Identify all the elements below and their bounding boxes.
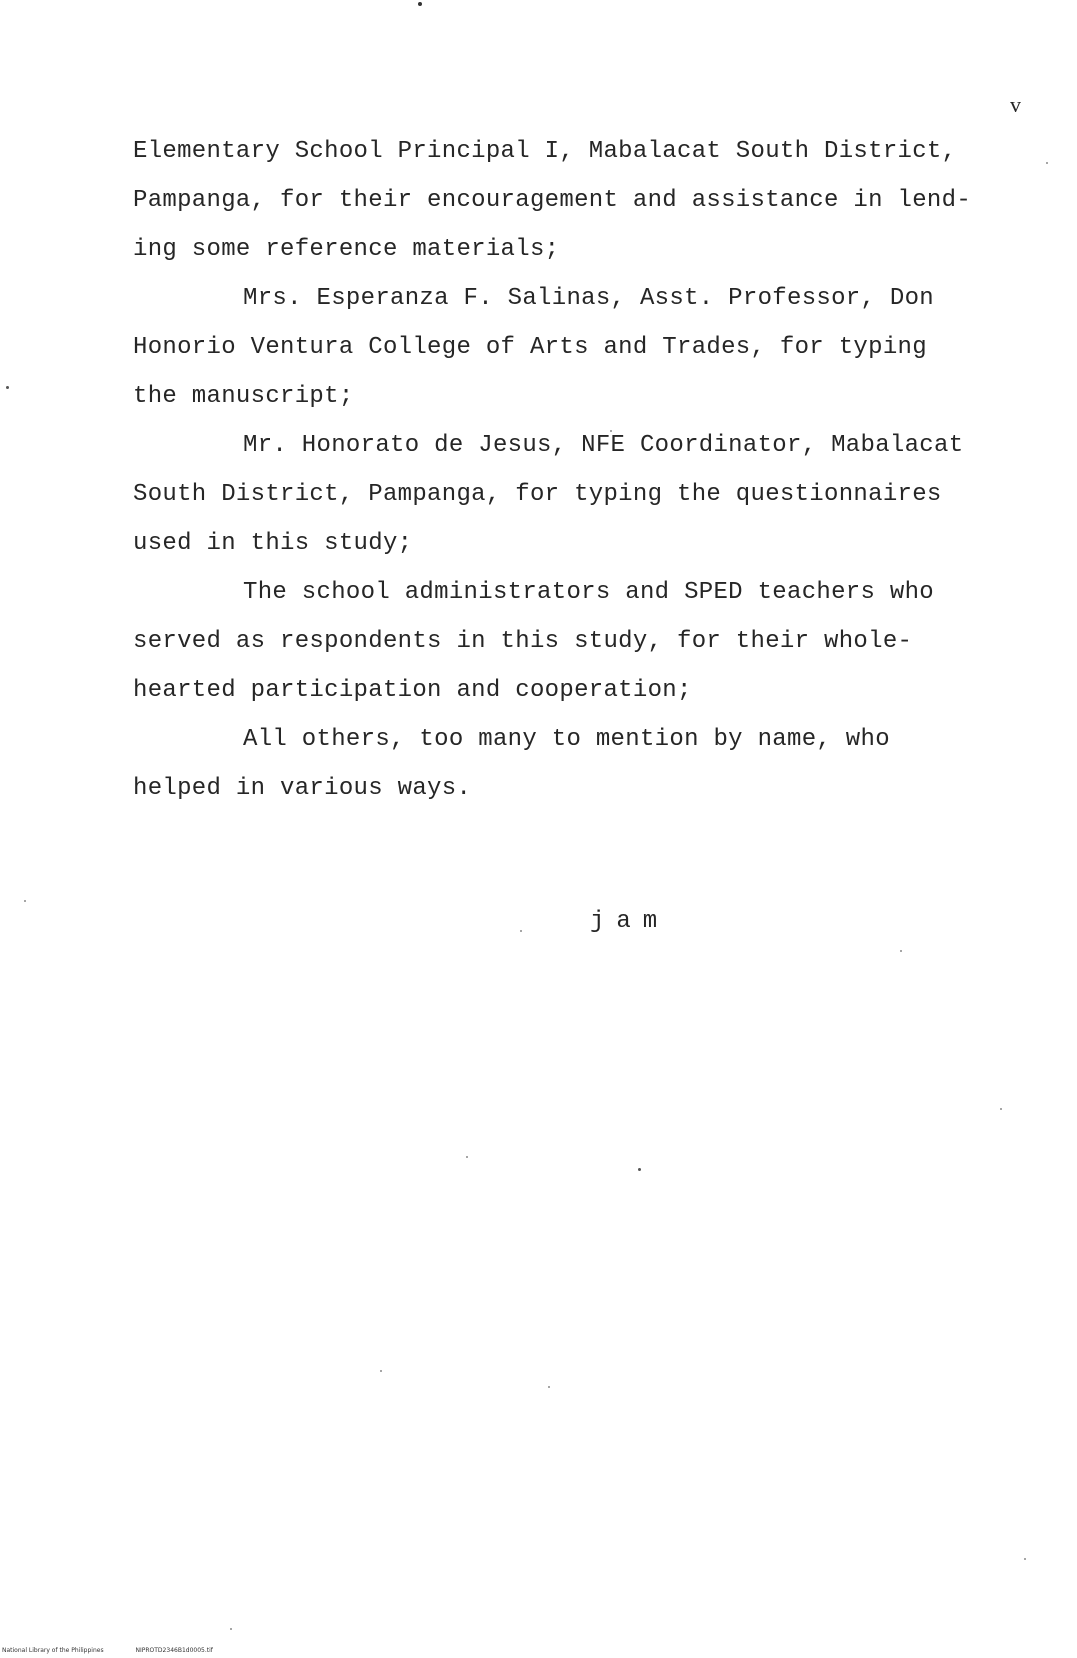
file-name: NIPROTD2346B1d0005.tif — [135, 1647, 213, 1654]
scan-speck — [900, 950, 902, 952]
text-line: Elementary School Principal I, Mabalacat South District, — [133, 138, 957, 165]
text-line: served as respondents in this study, for their whole- — [133, 628, 913, 655]
text-line: Mr. Honorato de Jesus, NFE Coordinator, Mabalacat — [243, 432, 964, 459]
text-line: The school administrators and SPED teachers who — [243, 579, 935, 606]
text-line: the manuscript; — [133, 383, 354, 410]
text-line: helped in various ways. — [133, 775, 472, 802]
scan-speck — [466, 1156, 468, 1158]
author-initials: jam — [590, 908, 670, 935]
page-number: v — [1010, 92, 1021, 117]
text-line: ing some reference materials; — [133, 236, 560, 263]
scan-speck — [548, 1386, 550, 1388]
scan-speck — [1024, 1558, 1026, 1560]
scan-speck — [520, 930, 522, 932]
scan-speck — [380, 1370, 382, 1372]
text-line: used in this study; — [133, 530, 413, 557]
text-line: All others, too many to mention by name, who — [243, 726, 890, 753]
scan-speck — [6, 386, 9, 389]
text-line: South District, Pampanga, for typing the questionnaires — [133, 481, 942, 508]
text-line: Mrs. Esperanza F. Salinas, Asst. Professor, Don — [243, 285, 935, 312]
acknowledgment-text — [133, 127, 1053, 813]
scan-speck — [1000, 1108, 1002, 1110]
scan-speck — [1046, 162, 1048, 164]
text-line: hearted participation and cooperation; — [133, 677, 692, 704]
scan-speck — [230, 1628, 232, 1630]
scan-footer — [2, 1647, 213, 1654]
library-label: National Library of the Philippines — [2, 1647, 104, 1654]
text-line: Pampanga, for their encouragement and assistance in lend- — [133, 187, 972, 214]
text-line: Honorio Ventura College of Arts and Trades, for typing — [133, 334, 927, 361]
scan-speck — [24, 900, 26, 902]
scan-speck — [610, 430, 612, 432]
scan-speck — [638, 1168, 641, 1171]
scan-speck — [418, 2, 422, 6]
